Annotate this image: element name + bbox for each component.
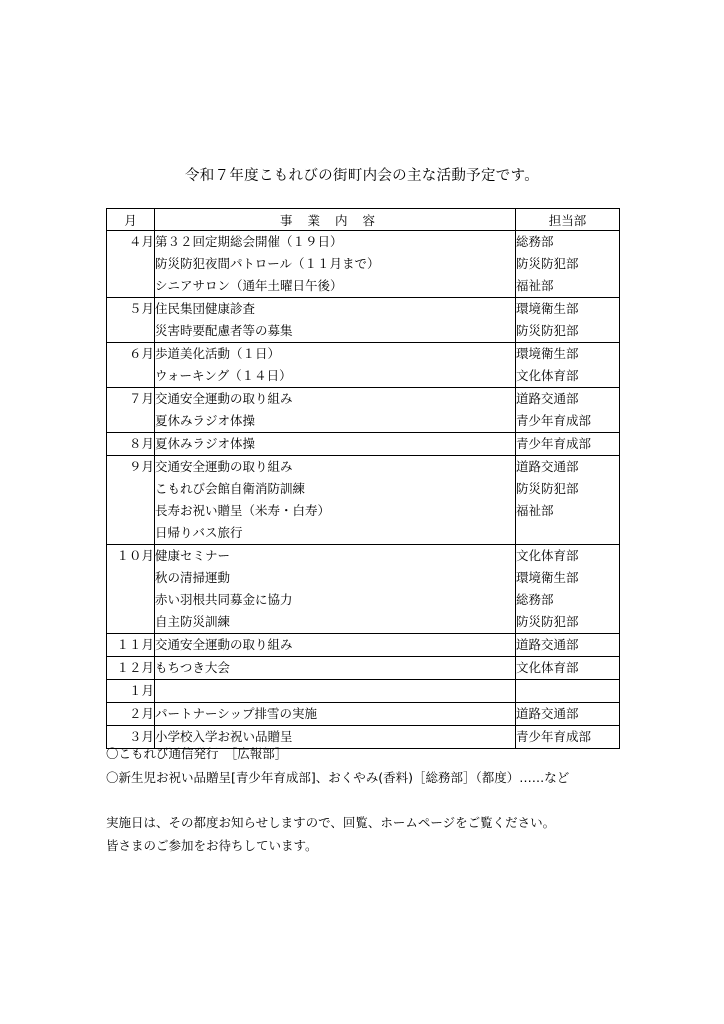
dept-item: 総務部 [516, 234, 554, 249]
event-item: シニアサロン（通年土曜日午後） [155, 278, 343, 293]
dept-item: 道路交通部 [516, 391, 579, 406]
dept-item: 環境衛生部 [516, 570, 579, 585]
month-label: ８月 [128, 436, 154, 451]
table-row [107, 231, 620, 298]
month-label: ５月 [128, 301, 154, 316]
event-item: 防災防犯夜間パトロール（１１月まで） [155, 256, 380, 271]
month-cell [107, 456, 155, 545]
table-row [107, 388, 620, 433]
header-dept: 担当部 [516, 209, 620, 231]
note-line: 〇こもれび通信発行 ［広報部］ [106, 746, 288, 761]
table-row [107, 545, 620, 634]
event-cell [155, 433, 516, 456]
dept-item: 福祉部 [516, 503, 554, 518]
header-month: 月 [107, 209, 155, 231]
dept-cell [516, 231, 620, 298]
dept-cell [516, 456, 620, 545]
month-cell [107, 657, 155, 680]
event-item: 災害時要配慮者等の募集 [155, 323, 293, 338]
event-cell [155, 388, 516, 433]
page-title: 令和７年度こもれびの街町内会の主な活動予定です。 [184, 168, 540, 184]
event-item: 日帰りバス旅行 [155, 525, 243, 540]
table-row [107, 634, 620, 657]
month-cell [107, 703, 155, 726]
dept-cell [516, 657, 620, 680]
month-label: ６月 [128, 346, 154, 361]
event-cell [155, 343, 516, 388]
event-item: 交通安全運動の取り組み [155, 391, 293, 406]
event-cell [155, 680, 516, 703]
event-item: 交通安全運動の取り組み [155, 637, 293, 652]
event-item: 赤い羽根共同募金に協力 [155, 592, 293, 607]
month-label: １１月 [116, 637, 154, 652]
event-item: 住民集団健康診査 [155, 301, 256, 316]
month-cell [107, 545, 155, 634]
closing-line: 皆さまのご参加をお待ちしています。 [106, 838, 318, 853]
dept-item: 総務部 [516, 592, 554, 607]
closing-message [106, 811, 555, 857]
event-item: こもれび会館自衛消防訓練 [155, 481, 306, 496]
dept-cell [516, 680, 620, 703]
month-label: １２月 [116, 660, 154, 675]
dept-cell [516, 343, 620, 388]
note-line: 〇新生児お祝い品贈呈[青少年育成部]、おくやみ(香料)［総務部］（都度）……など [106, 770, 570, 785]
header-content-label: 事業内容 [279, 212, 390, 228]
dept-item: 文化体育部 [516, 368, 579, 383]
event-item: 小学校入学お祝い品贈呈 [155, 729, 293, 744]
event-item: パートナーシップ排雪の実施 [155, 706, 318, 721]
event-item: 夏休みラジオ体操 [155, 436, 256, 451]
event-item: 歩道美化活動（１日） [155, 346, 281, 361]
table-row [107, 703, 620, 726]
dept-cell [516, 433, 620, 456]
month-cell [107, 298, 155, 343]
month-label: ４月 [128, 234, 154, 249]
dept-item: 防災防犯部 [516, 614, 579, 629]
dept-item: 防災防犯部 [516, 481, 579, 496]
month-cell [107, 433, 155, 456]
event-item: ウォーキング（１４日） [155, 368, 292, 383]
month-label: ９月 [128, 459, 154, 474]
dept-item: 文化体育部 [516, 548, 579, 563]
dept-item: 防災防犯部 [516, 323, 579, 338]
month-label: １０月 [116, 548, 154, 563]
table-header-row [107, 209, 620, 231]
event-cell [155, 657, 516, 680]
dept-item: 道路交通部 [516, 637, 579, 652]
table-row [107, 343, 620, 388]
table-row [107, 680, 620, 703]
dept-item: 環境衛生部 [516, 301, 579, 316]
header-content [155, 209, 516, 231]
dept-cell [516, 388, 620, 433]
month-label: ２月 [128, 706, 154, 721]
event-cell [155, 634, 516, 657]
dept-cell [516, 298, 620, 343]
dept-cell [516, 703, 620, 726]
dept-item: 環境衛生部 [516, 346, 579, 361]
dept-item: 青少年育成部 [516, 729, 592, 744]
event-cell [155, 545, 516, 634]
month-label: ７月 [128, 391, 154, 406]
dept-item: 青少年育成部 [516, 413, 592, 428]
dept-item [516, 680, 619, 702]
month-cell [107, 634, 155, 657]
table-row [107, 657, 620, 680]
event-item: 秋の清掃運動 [155, 570, 231, 585]
event-cell [155, 231, 516, 298]
dept-item: 文化体育部 [516, 660, 579, 675]
month-label: ３月 [128, 729, 154, 744]
event-item: 健康セミナー [155, 548, 231, 563]
month-label: １月 [128, 683, 154, 698]
month-cell [107, 343, 155, 388]
dept-item: 道路交通部 [516, 459, 579, 474]
event-item: もちつき大会 [155, 660, 230, 675]
table-row [107, 298, 620, 343]
event-cell [155, 298, 516, 343]
closing-line: 実施日は、その都度お知らせしますので、回覧、ホームページをご覧ください。 [106, 815, 556, 830]
schedule-table [106, 208, 620, 749]
event-item: 自主防災訓練 [155, 614, 231, 629]
event-item: 第３２回定期総会開催（１９日） [155, 234, 343, 249]
event-item: 交通安全運動の取り組み [155, 459, 293, 474]
event-cell [155, 703, 516, 726]
dept-cell [516, 634, 620, 657]
event-item [155, 680, 515, 702]
event-item: 夏休みラジオ体操 [155, 413, 256, 428]
dept-cell [516, 545, 620, 634]
dept-item: 福祉部 [516, 278, 554, 293]
table-row [107, 433, 620, 456]
dept-item: 青少年育成部 [516, 436, 592, 451]
table-row [107, 456, 620, 545]
month-cell [107, 231, 155, 298]
dept-item: 防災防犯部 [516, 256, 579, 271]
dept-item: 道路交通部 [516, 706, 579, 721]
month-cell [107, 680, 155, 703]
notes [106, 742, 569, 790]
event-item: 長寿お祝い贈呈（米寿・白寿） [155, 503, 331, 518]
schedule-body [107, 231, 620, 749]
event-cell [155, 456, 516, 545]
month-cell [107, 388, 155, 433]
